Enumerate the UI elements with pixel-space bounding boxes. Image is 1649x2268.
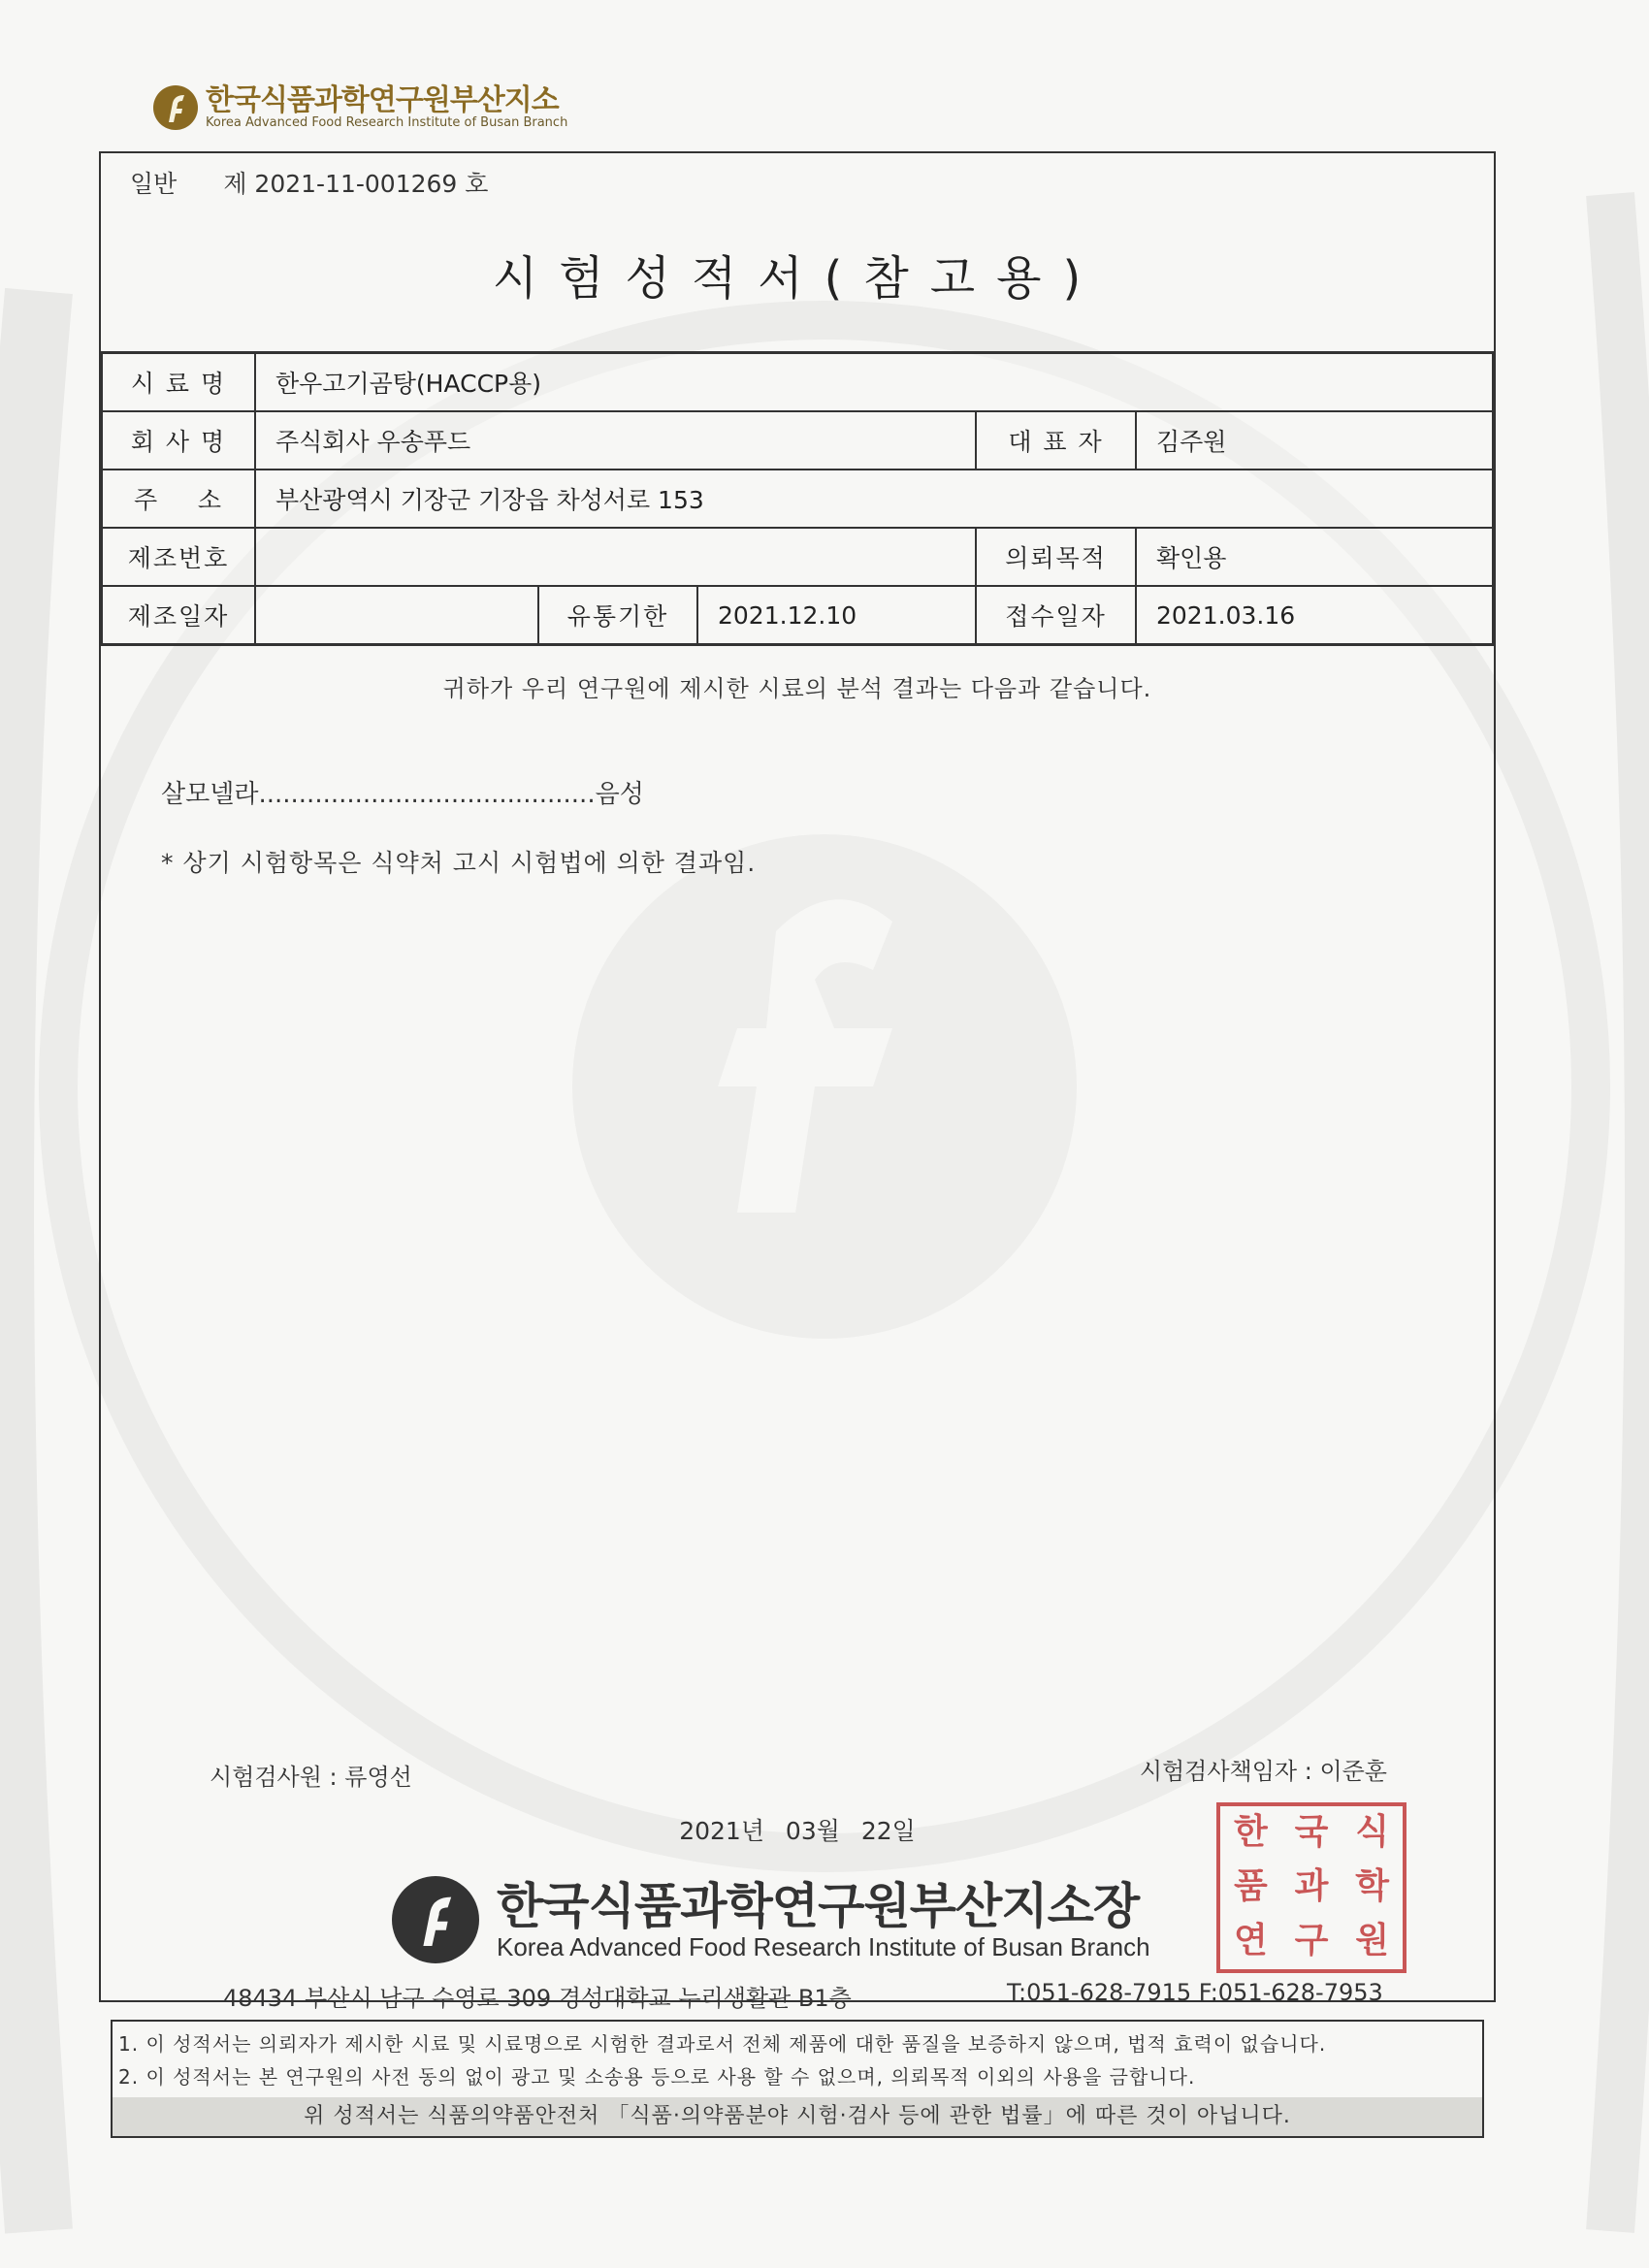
institute-emblem-icon	[392, 1876, 479, 1963]
certificate-frame	[99, 151, 1496, 2128]
document-title: 시험성적서(참고용)	[492, 251, 1103, 306]
watermark-left-arc	[0, 291, 39, 2231]
sample-info-table	[101, 351, 1494, 646]
document-number-suffix: 호	[465, 170, 489, 198]
table-row	[102, 411, 1493, 470]
sample-name-label: 시 료 명	[102, 353, 255, 412]
legal-notice-2: 2. 이 성적서는 본 연구원의 사전 동의 없이 광고 및 소송용 등으로 사용 할 수 없으며, 의뢰목적 이외의 사용을 금합니다.	[118, 2065, 1196, 2089]
header-institute-name-kor: 한국식품과학연구원부산지소	[206, 83, 559, 117]
institute-address	[223, 1979, 1383, 2013]
received-date-label: 접수일자	[976, 586, 1136, 645]
expiry-value: 2021.12.10	[697, 586, 976, 645]
manufacture-number-value	[255, 528, 976, 586]
document-number-line	[130, 165, 488, 200]
address-value: 부산광역시 기장군 기장읍 차성서로 153	[255, 470, 1493, 528]
inspector-signature: 시험검사원 : 류영선	[210, 1764, 412, 1791]
company-name-label: 회 사 명	[102, 411, 255, 470]
table-row	[102, 353, 1493, 412]
header-institute-logo	[153, 85, 567, 130]
institute-phone-fax: T:051-628-7915 F:051-628-7953	[1007, 1979, 1383, 2006]
test-result-line: 살모넬라..........................................음성	[161, 780, 644, 809]
issue-date: 2021년 03월 22일	[679, 1817, 916, 1845]
table-row	[102, 528, 1493, 586]
ceo-value: 김주원	[1136, 411, 1493, 470]
manufacture-date-label: 제조일자	[102, 586, 255, 645]
institute-emblem-icon	[153, 85, 198, 130]
table-row	[102, 586, 1493, 645]
test-method-note: * 상기 시험항목은 식약처 고시 시험법에 의한 결과임.	[161, 849, 757, 877]
responsible-signature: 시험검사책임자 : 이준훈	[1139, 1758, 1387, 1785]
received-date-value: 2021.03.16	[1136, 586, 1493, 645]
request-purpose-value: 확인용	[1136, 528, 1493, 586]
document-category: 일반	[130, 170, 178, 198]
header-institute-name-eng: Korea Advanced Food Research Institute of Busan Branch	[206, 115, 568, 130]
manufacture-date-value	[255, 586, 538, 645]
document-number-prefix: 제	[223, 170, 247, 198]
result-intro-text: 귀하가 우리 연구원에 제시한 시료의 분석 결과는 다음과 같습니다.	[442, 675, 1152, 702]
official-seal-stamp: 한 국 식 품 과 학 연 구 원	[1216, 1802, 1406, 1973]
expiry-label: 유통기한	[538, 586, 697, 645]
manufacture-number-label: 제조번호	[102, 528, 255, 586]
legal-notice-box	[111, 2020, 1484, 2138]
footer-institute-name-kor: 한국식품과학연구원부산지소장	[497, 1878, 1140, 1934]
legal-notice-bar: 위 성적서는 식품의약품안전처 「식품·의약품분야 시험·검사 등에 관한 법률」에 따른 것이 아닙니다.	[113, 2097, 1482, 2136]
ceo-label: 대 표 자	[976, 411, 1136, 470]
footer-institute-name-eng: Korea Advanced Food Research Institute of Busan Branch	[497, 1932, 1150, 1961]
footer-institute-logo	[392, 1876, 1150, 1963]
address-label: 주 소	[102, 470, 255, 528]
legal-notice-1: 1. 이 성적서는 의뢰자가 제시한 시료 및 시료명으로 시험한 결과로서 전체 제품에 대한 품질을 보증하지 않으며, 법적 효력이 없습니다.	[118, 2032, 1327, 2056]
sample-name-value: 한우고기곰탕(HACCP용)	[255, 353, 1493, 412]
institute-address-text: 48434 부산시 남구 수영로 309 경성대학교 누리생활관 B1층	[223, 1985, 852, 2012]
watermark-right-arc	[1610, 194, 1649, 2231]
company-name-value: 주식회사 우송푸드	[255, 411, 976, 470]
document-number: 2021-11-001269	[254, 170, 458, 198]
table-row	[102, 470, 1493, 528]
request-purpose-label: 의뢰목적	[976, 528, 1136, 586]
